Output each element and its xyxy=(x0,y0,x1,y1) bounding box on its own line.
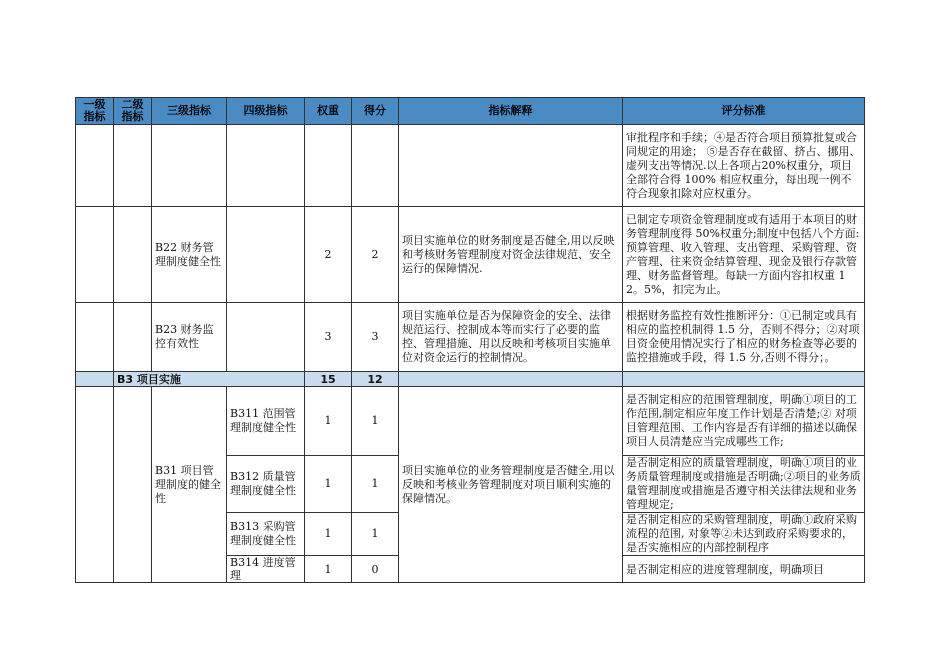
header-row xyxy=(76,98,865,125)
weight-cell: 3 xyxy=(305,303,352,372)
explanation-cell: 项目实施单位是否为保障资金的安全、法律规范运行、控制成本等而实行了必要的监控、管理措施、用以反映和考核项目实施单位对资金运行的控制情况。 xyxy=(399,303,623,372)
weight-cell: 1 xyxy=(305,387,352,456)
header-level4: 四级指标 xyxy=(227,98,305,125)
criteria-cell: 是否制定相应的进度管理制度，明确项目 xyxy=(623,556,865,583)
criteria-cell: 是否制定相应的采购管理制度，明确①政府采购流程的范围, 对象等②未达到政府采购要求的，是否实施相应的内部控制程序 xyxy=(623,513,865,556)
table-row xyxy=(76,303,865,372)
table-row xyxy=(76,207,865,303)
level4-cell: B313 采购管理制度健全性 xyxy=(227,513,305,556)
header-level3: 三级指标 xyxy=(152,98,227,125)
header-score: 得分 xyxy=(352,98,399,125)
header-criteria: 评分标准 xyxy=(623,98,865,125)
header-weight: 权重 xyxy=(305,98,352,125)
score-cell: 2 xyxy=(352,207,399,303)
level4-cell: B311 范围管理制度健全性 xyxy=(227,387,305,456)
weight-cell: 1 xyxy=(305,556,352,583)
explanation-cell: 项目实施单位的财务制度是否健全,用以反映和考核财务管理制度对资金法律规范、安全运行的保障情况. xyxy=(399,207,623,303)
score-cell: 3 xyxy=(352,303,399,372)
weight-cell: 1 xyxy=(305,513,352,556)
score-cell: 1 xyxy=(352,387,399,456)
table-row xyxy=(76,387,865,456)
criteria-cell: 是否制定相应的质量管理制度，明确①项目的业务质量管理制度或措施是否明确;②项目的业务质量管理制度或措施是否遵守相关法律法规和业务管理规定; xyxy=(623,456,865,513)
header-explanation: 指标解释 xyxy=(399,98,623,125)
level4-cell: B314 进度管理 xyxy=(227,556,305,583)
level3-cell: B31 项目管理制度的健全性 xyxy=(152,387,227,583)
explanation-cell: 项目实施单位的业务管理制度是否健全,用以反映和考核业务管理制度对项目顺利实施的保障情况。 xyxy=(399,387,623,583)
level4-cell: B312 质量管理制度健全性 xyxy=(227,456,305,513)
section-row-b3 xyxy=(76,372,865,387)
section-weight: 15 xyxy=(305,372,352,387)
table-row xyxy=(76,125,865,207)
criteria-cell: 已制定专项资金管理制度或有适用于本项目的财务管理制度得 50%权重分;制度中包括八个方面:预算管理、收入管理、支出管理、采购管理、资产管理、往来资金结算管理、现金及银行存款管理、财务监督管理。每缺一方面内容扣权重 12。5%，扣完为止。 xyxy=(623,207,865,303)
level3-cell: B22 财务管理制度健全性 xyxy=(152,207,227,303)
evaluation-table xyxy=(75,97,865,583)
level3-cell: B23 财务监控有效性 xyxy=(152,303,227,372)
criteria-cell: 审批程序和手续；④是否符合项目预算批复或合同规定的用途； ⑤是否存在截留、挤占、挪用、虚列支出等情况.以上各项占20%权重分，项目全部符合得 100% 相应权重分，每出现一例不符合现象扣除对应权重分。 xyxy=(623,125,865,207)
header-level2: 二级指标 xyxy=(114,98,152,125)
header-level1: 一级指标 xyxy=(76,98,114,125)
criteria-cell: 根据财务监控有效性推断评分：①已制定或具有相应的监控机制得 1.5 分，否则不得分；②对项目资金使用情况实行了相应的财务检查等必要的监控措施或手段，得 1.5 分,否则不得分；。 xyxy=(623,303,865,372)
section-label: B3 项目实施 xyxy=(114,372,305,387)
score-cell: 0 xyxy=(352,556,399,583)
weight-cell: 1 xyxy=(305,456,352,513)
score-cell: 1 xyxy=(352,513,399,556)
weight-cell: 2 xyxy=(305,207,352,303)
criteria-cell: 是否制定相应的范围管理制度，明确①项目的工作范围,制定相应年度工作计划是否清楚;② 对项目管理范围、工作内容是否有详细的描述以确保项目人员清楚应当完成哪些工作; xyxy=(623,387,865,456)
score-cell: 1 xyxy=(352,456,399,513)
section-score: 12 xyxy=(352,372,399,387)
